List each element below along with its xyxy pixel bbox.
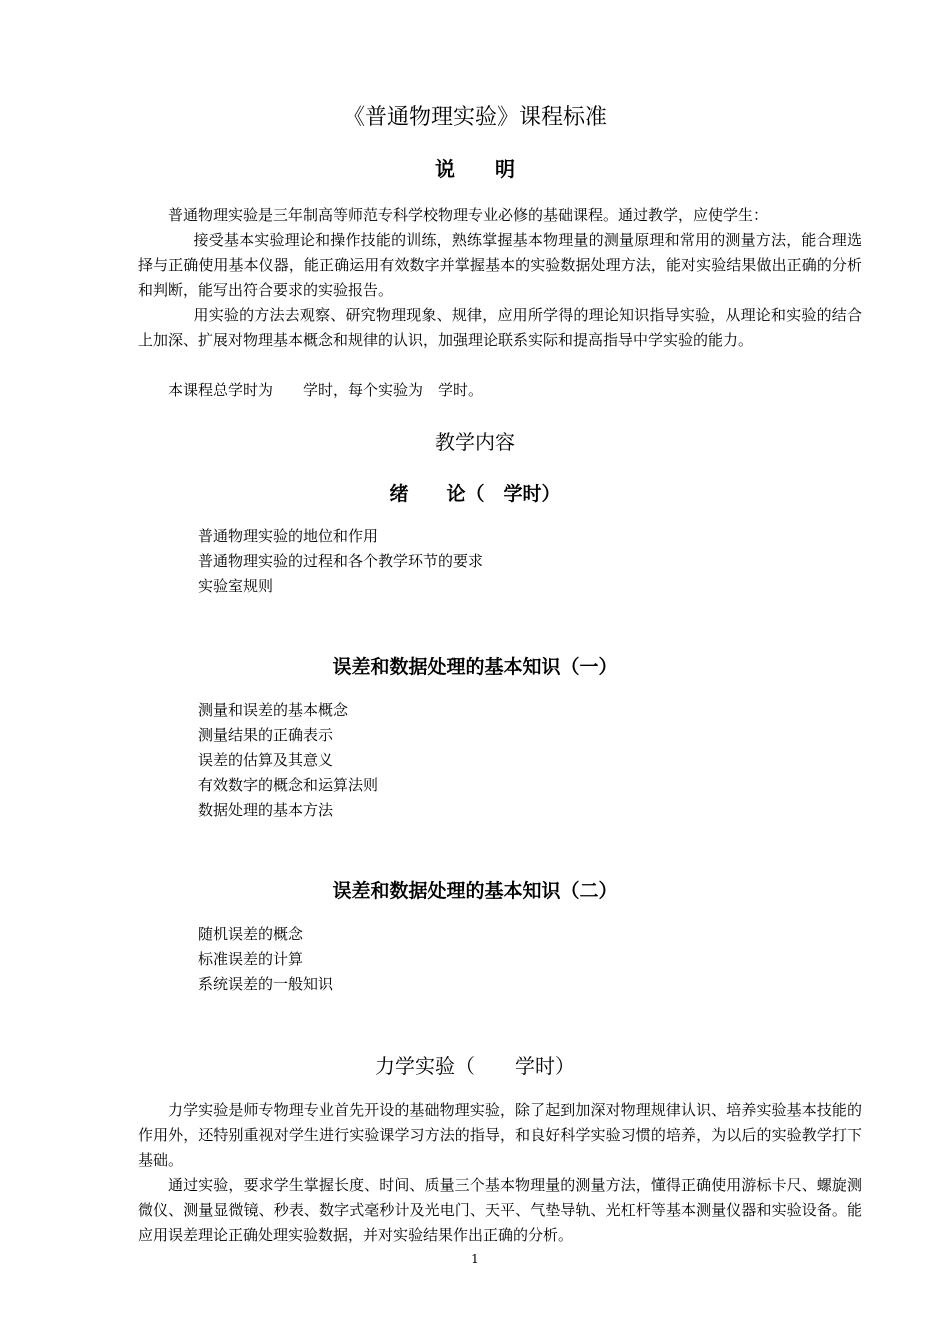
list-item: 测量和误差的基本概念	[198, 701, 349, 719]
list-item: 系统误差的一般知识	[198, 975, 334, 993]
list-item: 数据处理的基本方法	[198, 801, 334, 819]
list-item: 实验室规则	[198, 577, 274, 595]
section-heading: 误差和数据处理的基本知识（二）	[332, 880, 618, 902]
section-list	[198, 698, 378, 823]
section-list	[198, 524, 483, 599]
page-number: 1	[471, 1252, 479, 1266]
list-item: 普通物理实验的地位和作用	[198, 527, 379, 545]
section-heading: 误差和数据处理的基本知识（一）	[332, 656, 618, 678]
list-item: 标准误差的计算	[198, 950, 304, 968]
mechanics-paragraph: 力学实验是师专物理专业首先开设的基础物理实验，除了起到加深对物理规律认识、培养实验基本技能的作用外，还特别重视对学生进行实验课学习方法的指导，和良好科学实验习惯的培养，为以后的实验教学打下基础。	[138, 1101, 862, 1169]
list-item: 有效数字的概念和运算法则	[198, 776, 379, 794]
mechanics-heading: 力学实验（ 学时）	[375, 1054, 575, 1078]
intro-paragraph: 用实验的方法去观察、研究物理现象、规律，应用所学得的理论知识指导实验，从理论和实验的结合上加深、扩展对物理基本概念和规律的认识，加强理论联系实际和提高指导中学实验的能力。	[138, 306, 862, 349]
section-heading: 绪 论（ 学时）	[389, 483, 561, 505]
document-title: 《普通物理实验》课程标准	[342, 105, 607, 130]
intro-paragraph: 接受基本实验理论和操作技能的训练，熟练掌握基本物理量的测量原理和常用的测量方法，能合理选择与正确使用基本仪器，能正确运用有效数字并掌握基本的实验数据处理方法，能对实验结果做出正确的分析和判断，能写出符合要求的实验报告。	[138, 231, 862, 299]
intro-paragraph: 普通物理实验是三年制高等师范专科学校物理专业必修的基础课程。通过教学，应使学生：	[168, 206, 769, 224]
list-item: 随机误差的概念	[198, 925, 304, 943]
list-item: 测量结果的正确表示	[198, 726, 334, 744]
mechanics-paragraph: 通过实验，要求学生掌握长度、时间、质量三个基本物理量的测量方法，懂得正确使用游标卡尺、螺旋测微仪、测量显微镜、秒表、数字式毫秒计及光电门、天平、气垫导轨、光杠杆等基本测量仪器和实验设备。能应用误差理论正确处理实验数据，并对实验结果作出正确的分析。	[138, 1176, 862, 1244]
content-heading: 教学内容	[435, 430, 515, 454]
section-list	[198, 922, 333, 997]
intro-heading: 说 明	[435, 157, 515, 181]
list-item: 误差的估算及其意义	[198, 751, 334, 769]
intro-paragraph: 本课程总学时为 学时，每个实验为 学时。	[168, 381, 484, 399]
list-item: 普通物理实验的过程和各个教学环节的要求	[198, 552, 484, 570]
